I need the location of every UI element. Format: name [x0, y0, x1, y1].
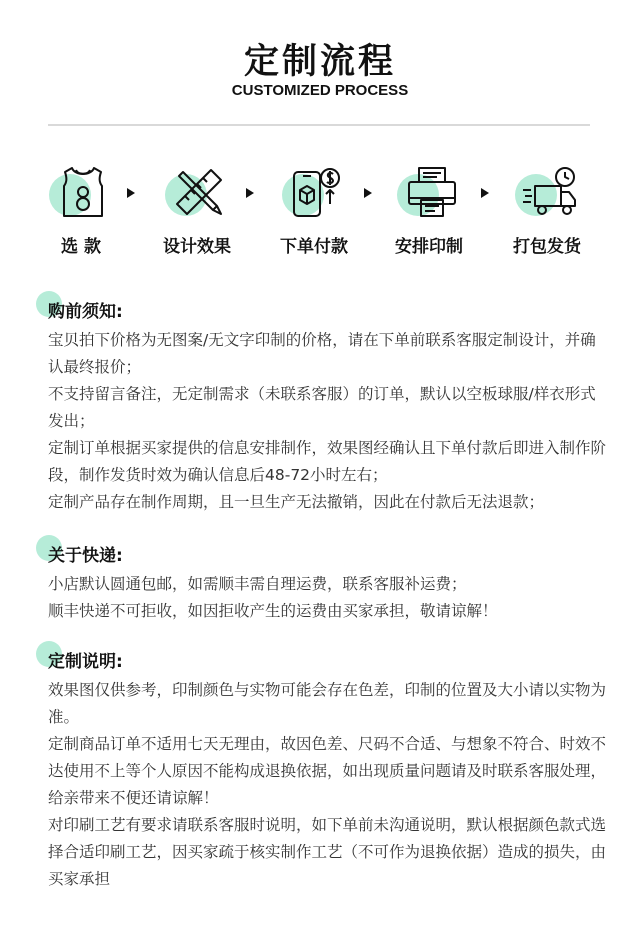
step-pack-ship [492, 160, 602, 257]
section-heading [48, 541, 608, 571]
arrow-right-icon [127, 188, 135, 198]
section-heading [48, 647, 608, 677]
paragraph: 效果图仅供参考，印制颜色与实物可能会存在色差，印制的位置及大小请以实物为准。 [48, 681, 607, 726]
arrow-right-icon [246, 188, 254, 198]
step-label: 选 款 [61, 237, 101, 257]
section-delivery [48, 541, 608, 625]
printer-icon [397, 160, 461, 224]
paragraph: 定制商品订单不适用七天无理由，故因色差、尺码不合适、与想象不符合、时效不达使用不上等个人原因不能构成退换依据，如出现质量问题请及时联系客服处理，给亲带来不便还请谅解！ [48, 735, 607, 807]
section-body [48, 571, 608, 625]
step-order-payment [259, 160, 369, 257]
step-label: 打包发货 [513, 237, 581, 257]
paragraph: 顺丰快递不可拒收，如因拒收产生的运费由买家承担，敬请谅解！ [48, 602, 498, 620]
page-subtitle: CUSTOMIZED PROCESS [231, 82, 409, 99]
section-heading [48, 297, 608, 327]
jersey-icon [49, 160, 113, 224]
arrow-right-icon [364, 188, 372, 198]
section-custom-notes [48, 647, 608, 893]
section-body [48, 677, 608, 893]
phone-payment-icon [282, 160, 346, 224]
section-title: 购前须知: [48, 302, 123, 322]
step-label: 安排印制 [395, 237, 463, 257]
page-title: 定制流程 [243, 42, 396, 82]
step-arrange-printing [374, 160, 484, 257]
step-label: 下单付款 [280, 237, 348, 257]
paragraph: 宝贝拍下价格为无图案/无文字印制的价格，请在下单前联系客服定制设计，并确认最终报价； [48, 331, 596, 376]
paragraph: 对印刷工艺有要求请联系客服时说明，如下单前未沟通说明，默认根据颜色款式选择合适印刷工艺，因买家疏于核实制作工艺（不可作为退换依据）造成的损失，由买家承担 [48, 816, 607, 888]
step-label: 设计效果 [163, 237, 231, 257]
section-pre-purchase [48, 297, 608, 516]
delivery-truck-icon [515, 160, 579, 224]
paragraph: 定制订单根据买家提供的信息安排制作，效果图经确认且下单付款后即进入制作阶段，制作发货时效为确认信息后48-72小时左右； [48, 439, 607, 484]
arrow-right-icon [481, 188, 489, 198]
process-steps [0, 160, 640, 270]
section-title: 定制说明: [48, 652, 123, 672]
paragraph: 不支持留言备注，无定制需求（未联系客服）的订单，默认以空板球服/样衣形式发出； [48, 385, 596, 430]
paragraph: 定制产品存在制作周期，且一旦生产无法撤销，因此在付款后无法退款； [48, 493, 545, 511]
section-title: 关于快递: [48, 546, 123, 566]
step-select-style [26, 160, 136, 257]
ruler-pencil-icon [165, 160, 229, 224]
step-design-effect [142, 160, 252, 257]
paragraph: 小店默认圆通包邮，如需顺丰需自理运费，联系客服补运费； [48, 575, 467, 593]
section-body [48, 327, 608, 516]
divider [48, 124, 590, 126]
